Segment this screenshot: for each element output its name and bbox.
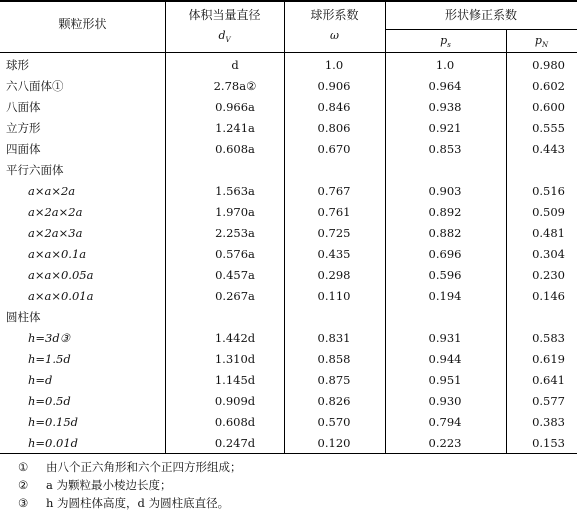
cell-ps: 0.223 — [428, 436, 462, 450]
cell-dv: 0.608d — [214, 415, 256, 429]
cell-dv: 1.310d — [214, 352, 256, 366]
cell-pn: 0.516 — [532, 184, 565, 198]
header-dv: 体积当量直径 — [188, 8, 261, 22]
table-top-rule — [0, 0, 577, 2]
cell-shape: a×2a×3a — [28, 226, 83, 240]
cell-ps: 0.882 — [428, 226, 462, 240]
group-header-rule — [385, 29, 577, 30]
cell-ps — [385, 309, 505, 325]
footnote-mark: ② — [18, 478, 29, 492]
cell-ps: 0.892 — [428, 205, 462, 219]
cell-dv: 0.247d — [214, 436, 256, 450]
cell-omega: 0.858 — [317, 352, 351, 366]
cell-pn: 0.146 — [532, 289, 565, 303]
footnote-mark: ③ — [18, 496, 29, 510]
cell-ps: 0.930 — [428, 394, 462, 408]
header-omega-symbol: ω — [330, 29, 339, 42]
cell-pn: 0.641 — [532, 373, 565, 387]
cell-dv: 0.608a — [215, 142, 255, 156]
cell-shape: a×a×0.05a — [28, 268, 94, 282]
header-pn: $p_N$ — [534, 34, 549, 50]
cell-pn: 0.555 — [532, 121, 565, 135]
cell-omega: 0.831 — [317, 331, 351, 345]
table-group-row — [0, 306, 577, 327]
cell-dv: 0.909d — [214, 394, 256, 408]
table-row — [0, 54, 577, 75]
cell-shape: a×a×0.1a — [28, 247, 87, 261]
table-row — [0, 138, 577, 159]
cell-ps: 0.853 — [428, 142, 462, 156]
cell-ps: 0.951 — [428, 373, 462, 387]
cell-shape: h=1.5d — [28, 352, 71, 366]
cell-shape: 球形 — [6, 58, 29, 72]
cell-omega: 0.761 — [317, 205, 351, 219]
cell-pn: 0.577 — [532, 394, 565, 408]
cell-omega: 0.725 — [317, 226, 351, 240]
cell-omega: 0.298 — [317, 268, 351, 282]
cell-dv: 0.966a — [215, 100, 255, 114]
cell-dv: 1.563a — [215, 184, 255, 198]
cell-shape: h=d — [28, 373, 53, 387]
table-row — [0, 243, 577, 264]
cell-dv: 0.576a — [215, 247, 255, 261]
cell-dv: 1.442d — [214, 331, 256, 345]
cell-omega: 0.767 — [317, 184, 351, 198]
cell-shape: a×a×2a — [28, 184, 76, 198]
table-row — [0, 390, 577, 411]
cell-pn: 0.481 — [532, 226, 565, 240]
table-row — [0, 96, 577, 117]
cell-dv: 1.970a — [215, 205, 255, 219]
header-shape-correction: 形状修正系数 — [444, 8, 517, 22]
cell-ps: 0.964 — [428, 79, 462, 93]
cell-omega: 0.826 — [317, 394, 351, 408]
cell-shape: a×a×0.01a — [28, 289, 94, 303]
cell-omega: 0.435 — [317, 247, 351, 261]
table-row — [0, 432, 577, 453]
cell-ps: 0.794 — [428, 415, 462, 429]
cell-pn: 0.304 — [532, 247, 565, 261]
cell-shape: 八面体 — [6, 100, 41, 114]
cell-pn: 0.600 — [532, 100, 565, 114]
cell-pn — [509, 309, 565, 325]
footnote-mark: ① — [18, 460, 29, 474]
footnote-text: h 为圆柱体高度，d 为圆柱底直径。 — [46, 496, 230, 510]
table-row — [0, 369, 577, 390]
table-row — [0, 117, 577, 138]
cell-pn — [509, 162, 565, 178]
cell-shape: h=0.01d — [28, 436, 79, 450]
cell-omega: 0.110 — [317, 289, 351, 303]
footnote-text: 由八个正六角形和六个正四方形组成； — [46, 460, 242, 474]
cell-pn: 0.602 — [532, 79, 565, 93]
cell-shape: h=0.15d — [28, 415, 79, 429]
table-row — [0, 222, 577, 243]
table-bottom-rule — [0, 453, 577, 454]
cell-omega: 0.120 — [317, 436, 351, 450]
cell-omega: 0.846 — [317, 100, 351, 114]
cell-omega: 0.906 — [317, 79, 351, 93]
cell-shape: a×2a×2a — [28, 205, 83, 219]
cell-shape: 圆柱体 — [6, 310, 41, 324]
cell-omega: 0.875 — [317, 373, 351, 387]
cell-ps: 0.194 — [428, 289, 462, 303]
table-row — [0, 285, 577, 306]
cell-dv: 1.241a — [215, 121, 255, 135]
table-row — [0, 180, 577, 201]
cell-pn: 0.153 — [532, 436, 565, 450]
cell-omega: 0.570 — [317, 415, 351, 429]
cell-shape: h=0.5d — [28, 394, 71, 408]
cell-dv: 0.267a — [215, 289, 255, 303]
cell-omega — [284, 309, 384, 325]
cell-pn: 0.509 — [532, 205, 565, 219]
cell-pn: 0.383 — [532, 415, 565, 429]
cell-omega: 0.670 — [317, 142, 351, 156]
cell-ps: 0.931 — [428, 331, 462, 345]
cell-omega: 0.806 — [317, 121, 351, 135]
table-row — [0, 411, 577, 432]
cell-omega — [284, 162, 384, 178]
cell-ps — [385, 162, 505, 178]
cell-pn: 0.443 — [532, 142, 565, 156]
cell-dv: 0.457a — [215, 268, 255, 282]
cell-ps: 0.696 — [428, 247, 462, 261]
cell-shape: 立方形 — [6, 121, 41, 135]
header-ps: $p_s$ — [440, 34, 451, 50]
table-row — [0, 75, 577, 96]
cell-dv: d — [231, 58, 239, 72]
cell-shape: 平行六面体 — [6, 163, 64, 177]
cell-shape: h=3d③ — [28, 331, 71, 345]
cell-dv: 2.78a② — [213, 79, 257, 93]
table-row — [0, 327, 577, 348]
cell-dv: 2.253a — [215, 226, 255, 240]
header-shape: 颗粒形状 — [58, 17, 107, 31]
cell-ps: 0.944 — [428, 352, 462, 366]
header-omega: 球形系数 — [310, 8, 359, 22]
footnote-text: a 为颗粒最小棱边长度； — [46, 478, 172, 492]
cell-ps: 0.938 — [428, 100, 462, 114]
header-dv-symbol: $d_V$ — [218, 29, 231, 45]
cell-pn: 0.230 — [532, 268, 565, 282]
cell-pn: 0.619 — [532, 352, 565, 366]
cell-pn: 0.583 — [532, 331, 565, 345]
cell-shape: 六八面体① — [6, 79, 64, 93]
cell-ps: 0.903 — [428, 184, 462, 198]
cell-ps: 0.596 — [428, 268, 462, 282]
header-bottom-rule — [0, 52, 577, 53]
cell-dv: 1.145d — [214, 373, 256, 387]
cell-omega: 1.0 — [324, 58, 344, 72]
cell-ps: 0.921 — [428, 121, 462, 135]
table-row — [0, 348, 577, 369]
cell-ps: 1.0 — [435, 58, 455, 72]
table-group-row — [0, 159, 577, 180]
table-row — [0, 201, 577, 222]
table-row — [0, 264, 577, 285]
cell-shape: 四面体 — [6, 142, 41, 156]
cell-pn: 0.980 — [532, 58, 565, 72]
